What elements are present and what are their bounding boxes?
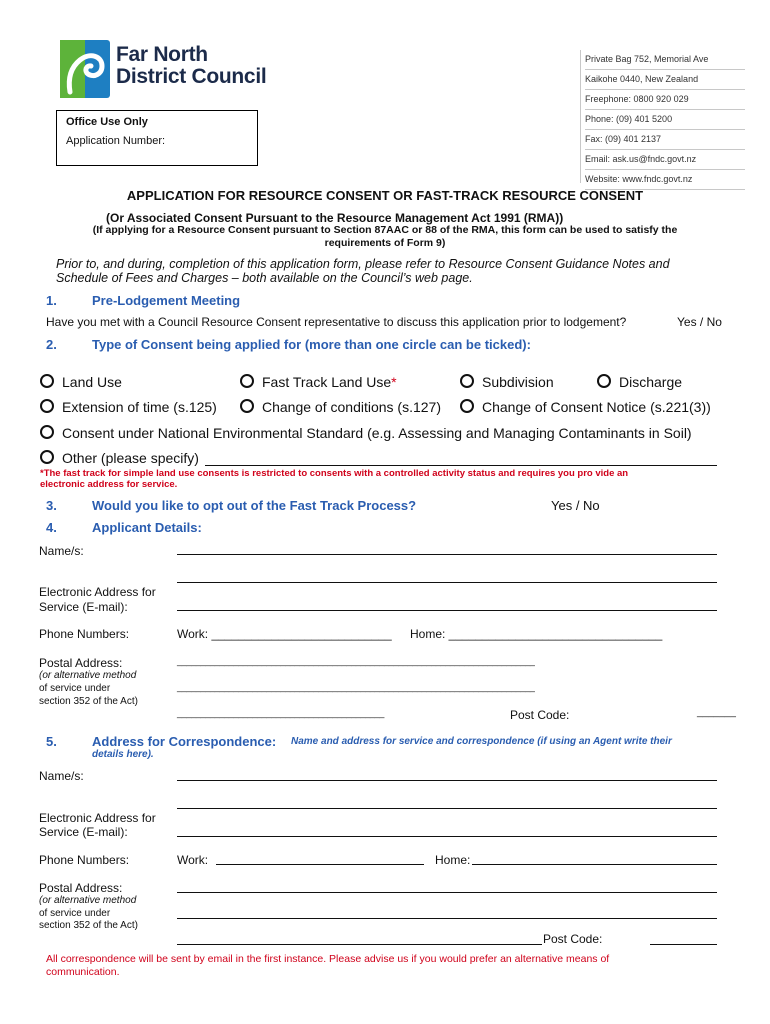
applicant-alt-method-2: of service under — [39, 683, 111, 694]
applicant-postal-label: Postal Address: — [39, 656, 123, 670]
corr-alt-method-3: section 352 of the Act) — [39, 920, 138, 931]
section-1-number: 1. — [46, 293, 57, 308]
corr-postcode-line[interactable] — [650, 944, 717, 945]
option-nes[interactable] — [40, 425, 692, 441]
radio-circle-icon[interactable] — [460, 399, 474, 413]
form-note-line2: requirements of Form 9) — [324, 237, 446, 249]
address-divider — [580, 50, 581, 183]
option-label: Fast Track Land Use — [262, 374, 392, 390]
corr-name-label: Name/s: — [39, 769, 84, 783]
address-line: Website: www.fndc.govt.nz — [585, 170, 745, 190]
option-fast-track[interactable] — [240, 374, 397, 390]
radio-circle-icon[interactable] — [597, 374, 611, 388]
option-label: Subdivision — [482, 374, 554, 390]
option-label: Change of Consent Notice (s.221(3)) — [482, 399, 711, 415]
corr-phone-label: Phone Numbers: — [39, 853, 130, 867]
corr-name-line[interactable] — [177, 808, 717, 809]
logo-line1: Far North — [116, 43, 208, 66]
section-5-title: Address for Correspondence: — [92, 734, 277, 749]
radio-circle-icon[interactable] — [240, 374, 254, 388]
applicant-postcode-line[interactable]: _______ — [697, 707, 736, 718]
application-number-label: Application Number: — [66, 135, 166, 147]
section-5-note-2: details here). — [92, 749, 154, 760]
corr-home-label: Home: — [435, 853, 471, 867]
prelodgement-question: Have you met with a Council Resource Consent representative to discuss this application prior to lodgement? — [46, 315, 627, 329]
section-5-note: Name and address for service and correspondence (if using an Agent write their — [291, 736, 672, 747]
corr-postal-label: Postal Address: — [39, 881, 123, 895]
option-label: Discharge — [619, 374, 683, 390]
corr-postal-line[interactable] — [177, 918, 717, 919]
corr-email-label-1: Electronic Address for — [39, 811, 156, 825]
radio-circle-icon[interactable] — [40, 450, 54, 464]
applicant-name-line[interactable] — [177, 582, 717, 583]
prelodgement-yes-no[interactable]: Yes / No — [677, 315, 722, 329]
address-line: Fax: (09) 401 2137 — [585, 130, 745, 150]
applicant-postal-line[interactable]: ____________________________________________________________________________ — [177, 682, 535, 692]
applicant-postcode-label: Post Code: — [510, 708, 570, 722]
section-3-number: 3. — [46, 498, 57, 513]
council-logo-icon — [60, 40, 110, 98]
alt-method-text: (or alternative method — [39, 895, 137, 906]
radio-circle-icon[interactable] — [460, 374, 474, 388]
applicant-name-label: Name/s: — [39, 544, 84, 558]
corr-postal-line[interactable] — [177, 944, 542, 945]
form-note-line1: (If applying for a Resource Consent pursuant to Section 87AAC or 88 of the RMA, this form can be used to satisfy the — [92, 224, 678, 236]
address-line: Phone: (09) 401 5200 — [585, 110, 745, 130]
opt-out-yes-no[interactable]: Yes / No — [551, 498, 600, 513]
applicant-email-label-2: Service (E-mail): — [39, 600, 128, 614]
applicant-email-label-1: Electronic Address for — [39, 585, 156, 599]
corr-alt-method-1 — [39, 895, 136, 907]
office-use-box — [56, 110, 258, 166]
section-1-title: Pre-Lodgement Meeting — [92, 293, 241, 308]
radio-circle-icon[interactable] — [40, 425, 54, 439]
radio-circle-icon[interactable] — [240, 399, 254, 413]
corr-email-label-2: Service (E-mail): — [39, 825, 128, 839]
corr-email-line[interactable] — [177, 836, 717, 837]
option-extension[interactable] — [40, 399, 217, 415]
address-line: Private Bag 752, Memorial Ave — [585, 50, 745, 70]
applicant-work-phone[interactable]: Work: ___________________________ — [177, 627, 392, 641]
corr-postcode-label: Post Code: — [543, 932, 603, 946]
applicant-name-line[interactable] — [177, 554, 717, 555]
address-line: Kaikohe 0440, New Zealand — [585, 70, 745, 90]
footer-note-1: All correspondence will be sent by email in the first instance. Please advise us if you would prefer an alternative means of — [46, 953, 610, 965]
option-label: Land Use — [62, 374, 122, 390]
option-label: Other (please specify) — [62, 450, 199, 466]
council-address — [585, 50, 745, 190]
applicant-home-phone[interactable]: Home: ________________________________ — [410, 627, 663, 641]
option-other[interactable] — [40, 450, 199, 466]
applicant-postal-line[interactable]: ____________________________________________________________________________ — [177, 656, 535, 666]
fast-track-asterisk: * — [391, 374, 397, 390]
applicant-phone-label: Phone Numbers: — [39, 627, 130, 641]
section-4-number: 4. — [46, 520, 57, 535]
fast-track-footnote-1: *The fast track for simple land use consents is restricted to consents with a controlled activity status and requires you pro vide an — [40, 468, 629, 479]
alt-method-text: (or alternative method — [39, 670, 137, 681]
option-discharge[interactable] — [597, 374, 682, 390]
form-subtitle: (Or Associated Consent Pursuant to the Resource Management Act 1991 (RMA)) — [106, 211, 564, 225]
office-use-title: Office Use Only — [66, 116, 148, 128]
corr-alt-method-2: of service under — [39, 908, 111, 919]
radio-circle-icon[interactable] — [40, 399, 54, 413]
option-subdivision[interactable] — [460, 374, 554, 390]
section-5-number: 5. — [46, 734, 57, 749]
corr-work-line[interactable] — [216, 864, 424, 865]
corr-home-line[interactable] — [472, 864, 717, 865]
section-3-title: Would you like to opt out of the Fast Track Process? — [92, 498, 417, 513]
applicant-email-line[interactable] — [177, 610, 717, 611]
section-4-title: Applicant Details: — [92, 520, 202, 535]
option-land-use[interactable] — [40, 374, 122, 390]
form-title: APPLICATION FOR RESOURCE CONSENT OR FAST-TRACK RESOURCE CONSENT — [126, 188, 644, 203]
address-line: Freephone: 0800 920 029 — [585, 90, 745, 110]
logo-line2: District Council — [116, 65, 267, 88]
corr-name-line[interactable] — [177, 780, 717, 781]
section-2-title: Type of Consent being applied for (more than one circle can be ticked): — [92, 337, 531, 352]
fast-track-footnote-2: electronic address for service. — [40, 479, 178, 490]
option-label: Change of conditions (s.127) — [262, 399, 441, 415]
applicant-alt-method-3: section 352 of the Act) — [39, 696, 138, 707]
option-change-notice[interactable] — [460, 399, 711, 415]
option-label: Extension of time (s.125) — [62, 399, 217, 415]
other-specify-line[interactable] — [205, 465, 717, 466]
intro-line2: Schedule of Fees and Charges – both available on the Council’s web page. — [56, 271, 473, 285]
address-line: Email: ask.us@fndc.govt.nz — [585, 150, 745, 170]
corr-work-label: Work: — [177, 853, 209, 867]
option-change-conditions[interactable] — [240, 399, 441, 415]
intro-line1: Prior to, and during, completion of this application form, please refer to Resource Consent Guidance Notes and — [56, 257, 670, 271]
option-label: Consent under National Environmental Standard (e.g. Assessing and Managing Contaminants in Soil) — [62, 425, 692, 441]
footer-note-2: communication. — [46, 966, 120, 978]
radio-circle-icon[interactable] — [40, 374, 54, 388]
applicant-postal-line[interactable]: ____________________________________________ — [177, 708, 385, 718]
section-2-number: 2. — [46, 337, 57, 352]
applicant-alt-method-1 — [39, 670, 136, 682]
corr-postal-line[interactable] — [177, 892, 717, 893]
